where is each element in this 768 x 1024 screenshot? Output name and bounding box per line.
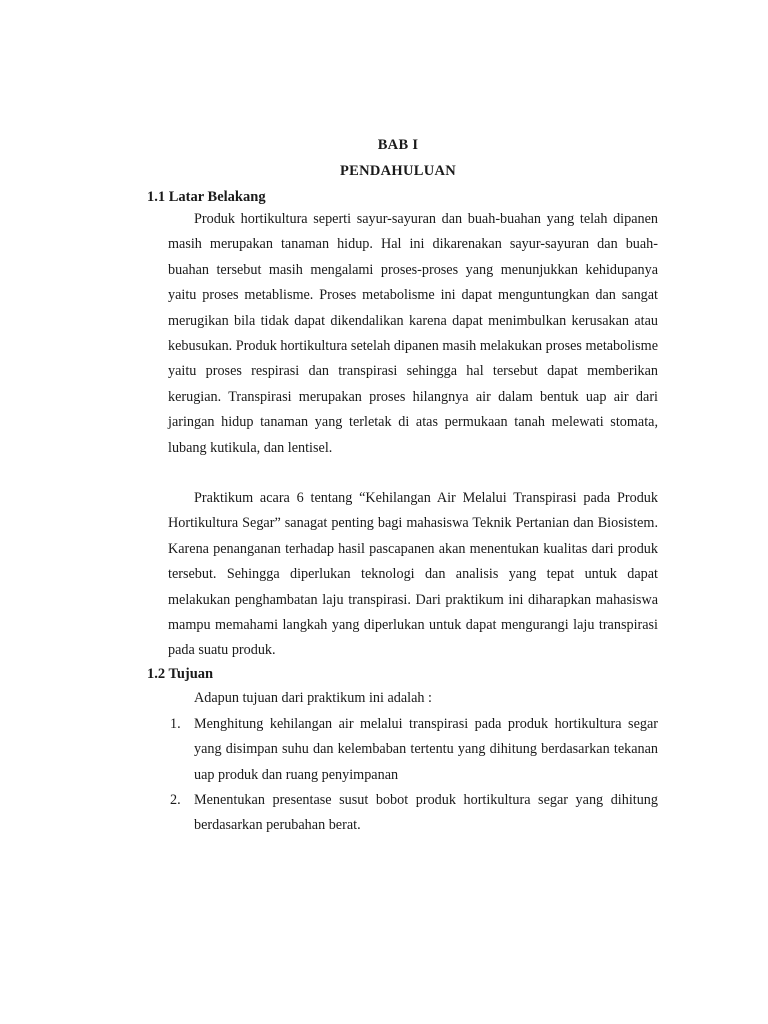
paragraph-latar-2: Praktikum acara 6 tentang “Kehilangan Air Melalui Transpirasi pada Produk Hortikultura Segar” sanagat penting bagi mahasiswa Teknik Pertanian dan Biosistem. Karena penanganan terhadap hasil pascapanen akan menentukan kualitas dari produk tersebut. Sehingga diperlukan teknologi dan analisis yang tepat untuk dapat melakukan penghambatan laju transpirasi. Dari praktikum ini diharapkan mahasiswa mampu memahami langkah yang diperlukan untuk dapat mengurangi laju transpirasi pada suatu produk. xyxy=(168,490,658,659)
list-item-number: 2. xyxy=(170,792,181,808)
section-heading-latar-belakang: 1.1 Latar Belakang xyxy=(147,189,266,205)
tujuan-intro: Adapun tujuan dari praktikum ini adalah : xyxy=(194,690,432,706)
chapter-title: PENDAHULUAN xyxy=(339,163,457,179)
paragraph-latar-1: Produk hortikultura seperti sayur-sayuran dan buah-buahan yang telah dipanen masih merupakan tanaman hidup. Hal ini dikarenakan sayur-sayuran dan buah-buahan tersebut masih mengalami proses-proses yang menunjukkan kehidupanya yaitu proses metablisme. Proses metabolisme ini dapat menguntungkan dan sangat merugikan bila tidak dapat dikendalikan karena dapat menimbulkan kerusakan atau kebusukan. Produk hortikultura setelah dipanen masih melakukan proses metabolisme yaitu proses respirasi dan transpirasi sehingga hal tersebut dapat memberikan kerugian. Transpirasi merupakan proses hilangnya air dalam bentuk uap air dari jaringan hidup tanaman yang terletak di atas permukaan tanah melewati stomata, lubang kutikula, dan lentisel. xyxy=(168,211,658,456)
list-item-text: Menghitung kehilangan air melalui transpirasi pada produk hortikultura segar yang disimpan suhu dan kelembaban tertentu yang dihitung berdasarkan tekanan uap produk dan ruang penyimpanan xyxy=(194,716,658,783)
list-item-number: 1. xyxy=(170,716,181,732)
list-item-text: Menentukan presentase susut bobot produk hortikultura segar yang dihitung berdasarkan perubahan berat. xyxy=(194,792,658,834)
chapter-number: BAB I xyxy=(377,137,419,153)
section-heading-tujuan: 1.2 Tujuan xyxy=(147,666,214,682)
list-item xyxy=(170,788,658,839)
list-item xyxy=(170,712,658,788)
